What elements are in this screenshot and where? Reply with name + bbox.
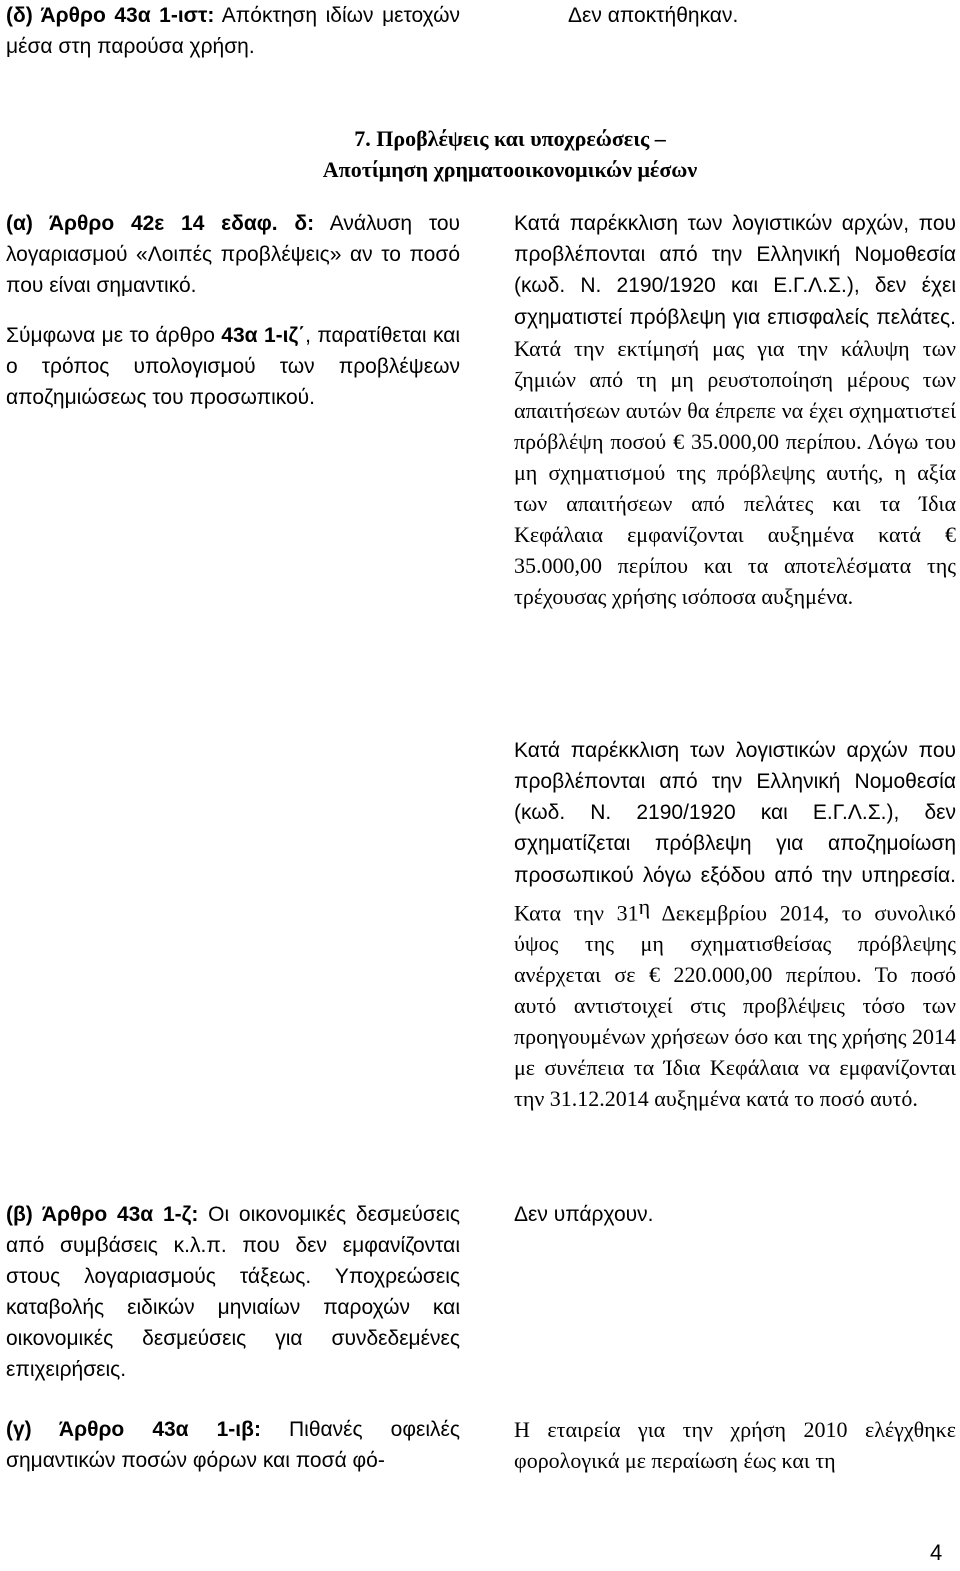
section-iz-question [6,320,460,413]
section-a-answer-part2: Κατά την εκτίμησή μας για την κάλυψη των ζημιών από τη μη ρευστοποίηση μέρους των απαιτήσεων αυτών θα έπρεπε να έχει σχηματιστεί πρόβλέψη ποσού € 35.000,00 περίπου. Λόγω του μη σχηματισμού της πρόβλεψης αυτής, η αξία των απαιτήσεων από πελάτες και τα Ίδια Κεφάλαια εμφανίζονται αυξημένα κατά € 35.000,00 περίπου και τα αποτελέσματα της τρέχουσας χρήσης ισόποσα αυξημένα. [514,336,956,609]
section-iz-answer [514,735,956,1114]
section-iz-answer-part2a: Κατα την 31 [514,900,639,926]
section-iz-answer-sup: η [638,894,651,919]
section-d-question [6,0,460,62]
section-b-question [6,1199,460,1385]
heading-line-1: 7. Προβλέψεις και υποχρεώσεις – [354,126,666,151]
section-iz-answer-part2b: Δεκεμβρίου 2014, το συνολικό ύψος της μη σχηματισθείσας πρόβλεψης ανέρχεται σε € 220.000,00 περίπου. Το ποσό αυτό αντιστοιχεί στις προβλέψεις τόσο των προηγουμένων χρήσεων όσο και της χρήσης 2014 με συνέπεια τα Ίδια Κεφάλαια να εμφανίζονται την 31.12.2014 αυξημένα κατά το ποσό αυτό. [514,900,956,1112]
section-a-label: (α) Άρθρο 42ε 14 εδαφ. δ: [6,212,315,235]
section-iz-article: 43α 1-ιζ΄ [221,324,306,347]
section-iz-prefix: Σύμφωνα με το άρθρο [6,324,222,347]
section-d-text: Απόκτηση ιδίων μετοχών μέσα στη παρούσα χρήση. [6,4,461,58]
section-a-answer [514,208,956,612]
section-7-heading [150,123,870,185]
section-iz-text: , παρατίθεται και ο τρόπος υπολογισμού των προβλέψεων αποζημιώσεως του προσωπικού. [6,324,461,409]
section-c-answer: Η εταιρεία για την χρήση 2010 ελέγχθηκε φορολογικά με περαίωση έως και τη [514,1417,956,1473]
page-number: 4 [930,1540,943,1565]
section-d-answer: Δεν αποκτήθηκαν. [568,4,739,27]
section-b-answer: Δεν υπάρχουν. [514,1203,654,1226]
section-a-question [6,208,460,301]
section-iz-answer-part1: Κατά παρέκκλιση των λογιστικών αρχών που προβλέπονται από την Ελληνική Νομοθεσία (κωδ. Ν. 2190/1920 και Ε.Γ.Λ.Σ.), δεν σχηματίζεται πρόβλεψη για αποζημοίωση προσωπικού λόγω εξόδου από την υπηρεσία. [514,739,956,887]
section-b-label: (β) Άρθρο 43α 1-ζ: [6,1203,199,1226]
heading-line-2: Αποτίμηση χρηματοοικονομικών μέσων [322,157,698,182]
section-c-text: Πιθανές οφειλές σημαντικών ποσών φόρων και ποσά φό- [6,1418,460,1472]
section-b-text: Οι οικονομικές δεσμεύσεις από συμβάσεις κ.λ.π. που δεν εμφανίζονται στους λογαριασμούς τάξεως. Υποχρεώσεις καταβολής ειδικών μηνιαίων παροχών και οικονομικές δεσμεύσεις για συνδεδεμένες επιχειρήσεις. [6,1203,460,1381]
section-a-answer-part1: Κατά παρέκκλιση των λογιστικών αρχών, που προβλέπονται από την Ελληνική Νομοθεσία (κωδ. Ν. 2190/1920 και Ε.Γ.Λ.Σ.), δεν έχει σχηματιστεί πρόβλεψη για επισφαλείς πελάτες. [514,212,956,329]
section-a-text: Ανάλυση του λογαριασμού «Λοιπές προβλέψεις» αν το ποσό που είναι σημαντικό. [6,212,461,297]
section-c-label: (γ) Άρθρο 43α 1-ιβ: [6,1418,261,1441]
section-c-question [6,1414,460,1476]
section-d-label: (δ) Άρθρο 43α 1-ιστ: [6,4,215,27]
